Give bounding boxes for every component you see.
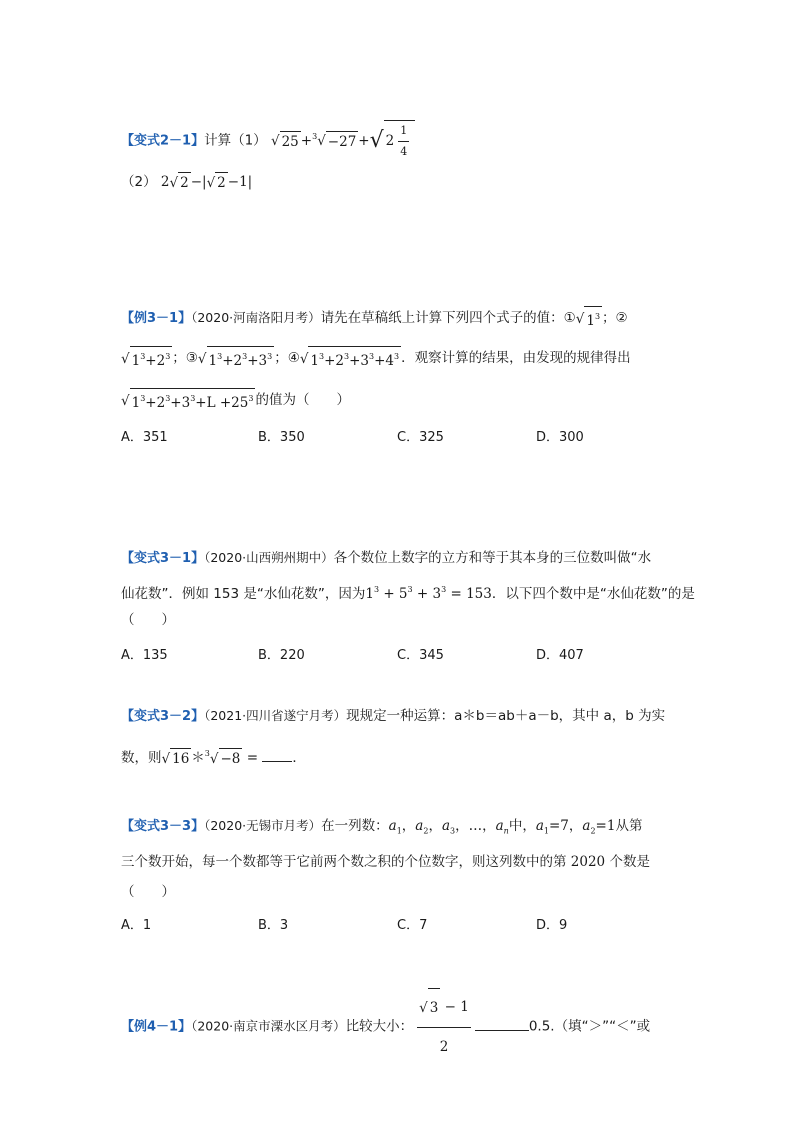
example-4-1-tag: 【例4－1】: [121, 1019, 192, 1035]
variant-3-1-text2a: 仙花数”．例如 153 是“水仙花数”，因为: [121, 586, 366, 602]
variant-2-1-line2: [121, 172, 252, 193]
formula-4-1-fraction: $\frac{√ 3 - 1}{2}$: [417, 988, 471, 1066]
example-4-1-source: （2020·南京市溧水区月考）: [191, 1018, 346, 1034]
example-3-1-line2: [121, 346, 631, 371]
example-3-1-source: （2020·河南洛阳月考）: [191, 310, 321, 325]
example-3-1-text1: 请先在草稿纸上计算下列四个式子的值：①: [320, 310, 576, 326]
example-3-1-sep1: ；②: [602, 310, 628, 326]
example-3-1-option-a[interactable]: A．351: [121, 430, 168, 445]
variant-3-2-text2b: ．: [292, 750, 306, 766]
formula-3-1-d: √ $1^3+2^3+3^3+4^3$: [300, 350, 401, 366]
variant-3-1-source: （2020·山西朔州期中）: [204, 550, 334, 565]
variant-3-1-line3: （ ）: [121, 612, 175, 628]
example-3-1-option-c[interactable]: C．325: [397, 430, 444, 445]
formula-3-1-narcissus: $1^3 + 5^3 + 3^3 = 153$: [365, 585, 492, 602]
example-4-1-line1: [121, 988, 650, 1066]
variant-3-3-option-d[interactable]: D．9: [536, 918, 568, 933]
example-3-1-sep2: ；③: [172, 350, 198, 366]
variant-3-1-option-d[interactable]: D．407: [536, 648, 584, 663]
variant-3-3-line3: （ ）: [121, 884, 175, 900]
variant-3-2-line2: [121, 744, 306, 769]
formula-3-3-vals: $a_1=7$，$a_2=1$: [535, 818, 616, 836]
variant-3-2-text2a: 数，则: [121, 750, 162, 766]
formula-3-2: √ 16 ＊$^3$√ −8 =: [162, 750, 293, 766]
variant-3-3-text1a: 在一列数：: [321, 818, 389, 834]
formula-2-1-2: 2√ 2 −|√ 2 −1|: [160, 174, 253, 191]
formula-3-1-a: √ $1^3$: [576, 310, 602, 326]
variant-3-1-tag: 【变式3－1】: [121, 551, 205, 566]
variant-2-1-line1: [121, 120, 415, 162]
example-3-1-text2: ．观察计算的结果，由发现的规律得出: [401, 350, 631, 366]
example-3-1-option-d[interactable]: D．300: [536, 430, 584, 445]
example-3-1-sep3: ；④: [274, 350, 300, 366]
example-3-1-line1: [121, 306, 628, 331]
variant-3-2-line1: [121, 706, 665, 727]
answer-blank-3-2[interactable]: [262, 749, 292, 762]
variant-3-3-line1: [121, 816, 642, 842]
example-3-1-line3: [121, 388, 350, 413]
variant-2-1-tag: 【变式2－1】: [121, 133, 205, 149]
variant-3-3-tag: 【变式3－3】: [121, 819, 205, 834]
variant-3-3-option-c[interactable]: C．7: [397, 918, 428, 933]
variant-3-3-text1b: 中，: [508, 818, 536, 834]
variant-3-2-tag: 【变式3－2】: [121, 709, 205, 724]
variant-3-3-line2: 三个数开始，每一个数都等于它前两个数之积的个位数字，则这列数中的第 2020 个数是: [121, 854, 650, 870]
variant-3-1-option-c[interactable]: C．345: [397, 648, 444, 663]
example-4-1-text2: 0.5.（填“＞”“＜”或: [528, 1018, 651, 1035]
variant-3-3-source: （2020·无锡市月考）: [204, 818, 322, 833]
variant-3-2-source: （2021·四川省遂宁月考）: [204, 708, 347, 723]
variant-3-1-text1: 各个数位上数字的立方和等于其本身的三位数叫做“水: [333, 550, 652, 566]
formula-3-1-e: √ $1^3+2^3+3^3+L +25^3$: [121, 392, 255, 408]
variant-3-1-text2b: ．以下四个数中是“水仙花数”的是: [491, 586, 695, 602]
variant-3-3-option-a[interactable]: A．1: [121, 918, 152, 933]
formula-2-1-1: √ 25 +$^3$√ −27 +√ 2 $\frac{1}{4}$: [271, 133, 415, 149]
variant-2-1-text: 计算（1）: [204, 132, 267, 149]
variant-3-3-option-b[interactable]: B．3: [258, 918, 289, 933]
formula-3-1-c: √ $1^3+2^3+3^3$: [198, 350, 274, 366]
example-4-1-text1: 比较大小：: [345, 1018, 414, 1035]
variant-2-1-part2: （2）: [121, 174, 157, 190]
variant-3-1-line1: [121, 548, 651, 569]
answer-blank-4-1[interactable]: [475, 1018, 529, 1031]
variant-3-1-option-b[interactable]: B．220: [258, 648, 305, 663]
example-3-1-option-b[interactable]: B．350: [258, 430, 305, 445]
example-3-1-tag: 【例3－1】: [121, 311, 192, 326]
formula-3-1-b: √ $1^3+2^3$: [121, 350, 172, 366]
formula-3-3-seq: $a_1$，$a_2$，$a_3$，…，$a_n$: [388, 818, 509, 836]
example-3-1-text3: 的值为（ ）: [255, 392, 350, 408]
variant-3-2-text1: 现规定一种运算：a＊b＝ab＋a－b，其中 a，b 为实: [346, 708, 666, 724]
variant-3-3-text1c: 从第: [615, 818, 643, 834]
variant-3-1-option-a[interactable]: A．135: [121, 648, 168, 663]
variant-3-1-line2: [121, 580, 695, 604]
